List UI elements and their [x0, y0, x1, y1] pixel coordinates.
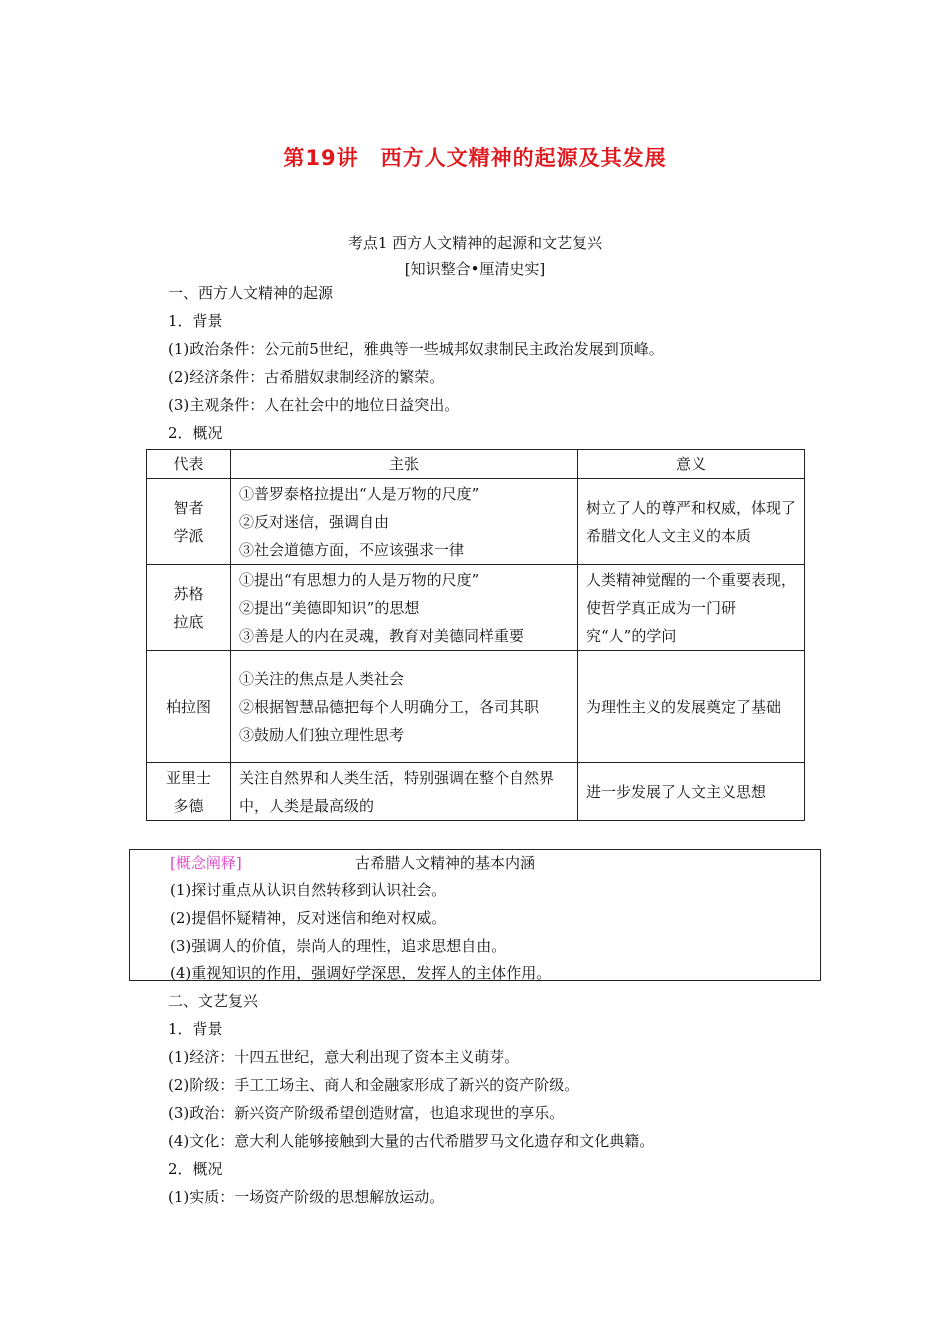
claims-cell — [231, 763, 578, 821]
claim-line: ③社会道德方面，不应该强求一律 — [239, 540, 465, 559]
rep-line: 智者 — [173, 498, 204, 517]
overview-table — [146, 449, 805, 821]
concept-tag: [概念阐释] — [170, 854, 242, 872]
table-row — [147, 763, 805, 821]
claims-cell — [231, 651, 578, 763]
claim-line: ②提出“美德即知识”的思想 — [239, 598, 420, 617]
list-item: (4)重视知识的作用，强调好学深思，发挥人的主体作用。 — [170, 964, 552, 982]
subsection-heading: 2．概况 — [168, 1160, 223, 1178]
column-header: 意义 — [578, 450, 805, 479]
rep-line: 拉底 — [173, 612, 204, 631]
table-row — [147, 651, 805, 763]
kaodian-heading: 考点1 西方人文精神的起源和文艺复兴 — [347, 234, 603, 252]
table-row — [147, 479, 805, 565]
table-row — [147, 565, 805, 651]
kaodian-subheading: [知识整合•厘清史实] — [404, 260, 546, 278]
meaning-cell: 进一步发展了人文主义思想 — [578, 763, 805, 821]
list-item: (1)政治条件：公元前5世纪，雅典等一些城邦奴隶制民主政治发展到顶峰。 — [168, 340, 664, 358]
claims-cell — [231, 565, 578, 651]
concept-title: 古希腊人文精神的基本内涵 — [355, 854, 536, 872]
list-item: (3)主观条件：人在社会中的地位日益突出。 — [168, 396, 460, 414]
rep-line: 学派 — [173, 526, 204, 545]
meaning-cell: 为理性主义的发展奠定了基础 — [578, 651, 805, 763]
concept-box — [129, 849, 821, 981]
list-item: (1)经济：十四五世纪，意大利出现了资本主义萌芽。 — [168, 1048, 520, 1066]
section-heading: 一、西方人文精神的起源 — [168, 284, 334, 302]
claim-line: ①提出“有思想力的人是万物的尺度” — [239, 570, 480, 589]
list-item: (2)阶级：手工工场主、商人和金融家形成了新兴的资产阶级。 — [168, 1076, 580, 1094]
claim-line: ③鼓励人们独立理性思考 — [239, 725, 405, 744]
subsection-heading: 1．背景 — [168, 312, 223, 330]
column-header: 代表 — [147, 450, 231, 479]
claim-line: ②反对迷信，强调自由 — [239, 512, 390, 531]
list-item: (3)政治：新兴资产阶级希望创造财富，也追求现世的享乐。 — [168, 1104, 565, 1122]
list-item: (2)经济条件：古希腊奴隶制经济的繁荣。 — [168, 368, 445, 386]
list-item: (4)文化：意大利人能够接触到大量的古代希腊罗马文化遗存和文化典籍。 — [168, 1132, 655, 1150]
list-item: (3)强调人的价值，崇尚人的理性，追求思想自由。 — [170, 937, 507, 955]
rep-line: 亚里士 — [165, 768, 211, 787]
claim-line: 关注自然界和人类生活，特别强调在整个自然界中，人类是最高级的 — [239, 768, 555, 815]
claim-line: ①普罗泰格拉提出“人是万物的尺度” — [239, 484, 480, 503]
rep-line: 多德 — [173, 796, 204, 815]
rep-line: 柏拉图 — [165, 697, 211, 716]
claim-line: ③善是人的内在灵魂，教育对美德同样重要 — [239, 626, 525, 645]
list-item: (1)实质：一场资产阶级的思想解放运动。 — [168, 1188, 445, 1206]
rep-cell — [147, 565, 231, 651]
subsection-heading: 2．概况 — [168, 424, 223, 442]
page-title: 第19讲 西方人文精神的起源及其发展 — [283, 146, 667, 170]
meaning-cell: 人类精神觉醒的一个重要表现，使哲学真正成为一门研究“人”的学问 — [578, 565, 805, 651]
meaning-cell: 树立了人的尊严和权威，体现了希腊文化人文主义的本质 — [578, 479, 805, 565]
subsection-heading: 1．背景 — [168, 1020, 223, 1038]
rep-cell — [147, 763, 231, 821]
claim-line: ②根据智慧品德把每个人明确分工，各司其职 — [239, 697, 540, 716]
rep-cell — [147, 479, 231, 565]
list-item: (2)提倡怀疑精神，反对迷信和绝对权威。 — [170, 909, 447, 927]
section-heading: 二、文艺复兴 — [168, 992, 259, 1010]
rep-line: 苏格 — [173, 584, 204, 603]
claim-line: ①关注的焦点是人类社会 — [239, 669, 405, 688]
rep-cell — [147, 651, 231, 763]
list-item: (1)探讨重点从认识自然转移到认识社会。 — [170, 881, 447, 899]
claims-cell — [231, 479, 578, 565]
column-header: 主张 — [231, 450, 578, 479]
table-header-row — [147, 450, 805, 479]
concept-box-header — [170, 852, 536, 873]
